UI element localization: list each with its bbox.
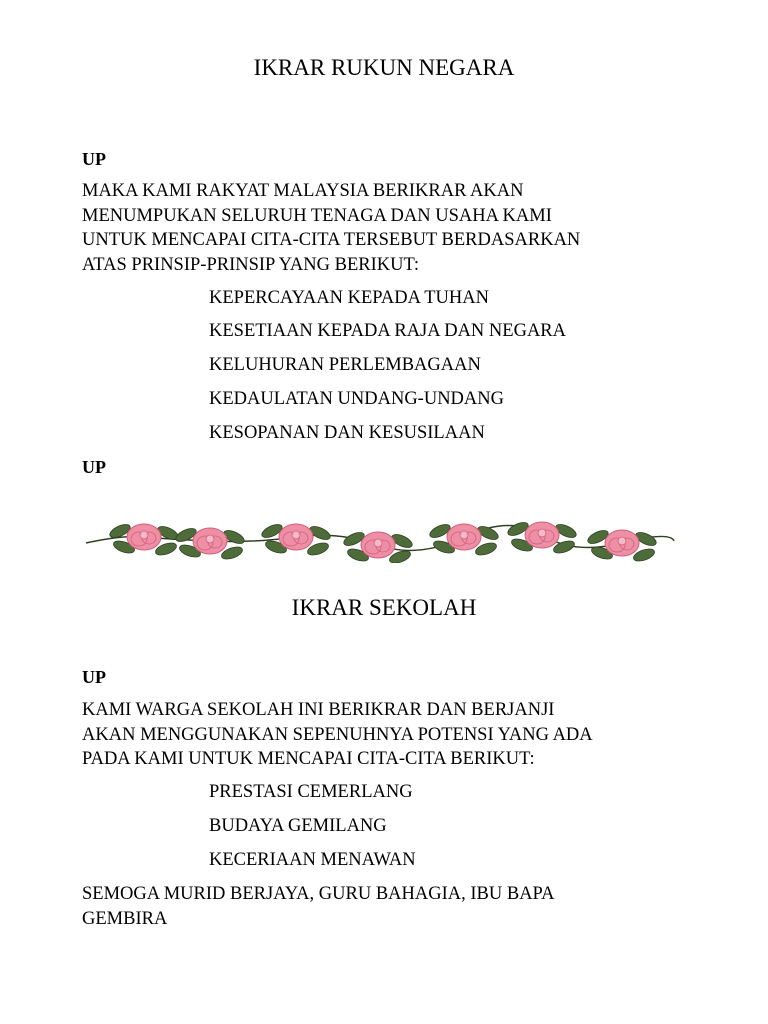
principle-item: KEDAULATAN UNDANG-UNDANG <box>209 389 504 409</box>
paragraph-line: KAMI WARGA SEKOLAH INI BERIKRAR DAN BERJANJI <box>82 700 555 720</box>
paragraph-line: AKAN MENGGUNAKAN SEPENUHNYA POTENSI YANG ADA <box>82 724 593 745</box>
title-ikrar-rukun-negara: IKRAR RUKUN NEGARA <box>253 55 515 80</box>
paragraph-line: PADA KAMI UNTUK MENCAPAI CITA-CITA BERIKUT: <box>82 749 535 769</box>
paragraph-line: MENUMPUKAN SELURUH TENAGA DAN USAHA KAMI <box>82 205 552 226</box>
aim-item: PRESTASI CEMERLANG <box>209 782 413 802</box>
closing-line: GEMBIRA <box>82 908 168 929</box>
aim-item: BUDAYA GEMILANG <box>209 816 387 836</box>
closing-line: SEMOGA MURID BERJAYA, GURU BAHAGIA, IBU BAPA <box>82 884 555 904</box>
label-up-top-2: UP <box>82 667 106 687</box>
principle-item: KESOPANAN DAN KESUSILAAN <box>209 423 485 443</box>
principle-item: KELUHURAN PERLEMBAGAAN <box>209 355 481 375</box>
principle-item: KESETIAAN KEPADA RAJA DAN NEGARA <box>209 321 567 341</box>
rose-garland-divider-icon <box>82 513 678 563</box>
aim-item: KECERIAAN MENAWAN <box>209 850 416 870</box>
paragraph-ikrar-sekolah <box>82 698 682 772</box>
title-ikrar-sekolah: IKRAR SEKOLAH <box>291 595 477 620</box>
paragraph-line: MAKA KAMI RAKYAT MALAYSIA BERIKRAR AKAN <box>82 181 524 201</box>
paragraph-line: ATAS PRINSIP-PRINSIP YANG BERIKUT: <box>82 254 419 275</box>
label-up-bottom-1: UP <box>82 457 106 477</box>
paragraph-rukun-negara <box>82 179 682 277</box>
label-up-top-1: UP <box>82 149 106 169</box>
principle-item: KEPERCAYAAN KEPADA TUHAN <box>209 288 489 308</box>
closing-statement <box>82 882 682 931</box>
paragraph-line: UNTUK MENCAPAI CITA-CITA TERSEBUT BERDASARKAN <box>82 230 581 250</box>
